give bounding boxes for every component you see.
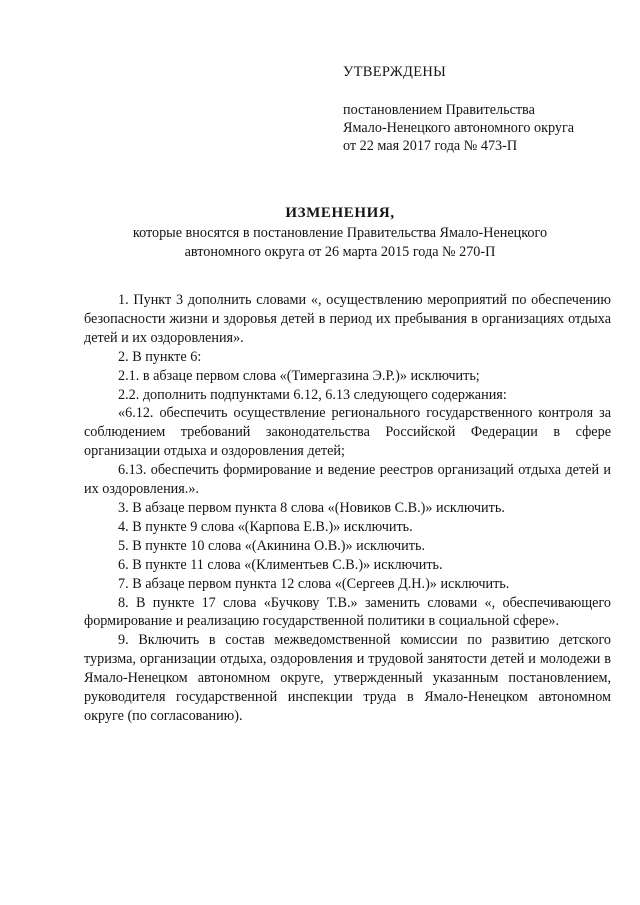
paragraph-2-2: 2.2. дополнить подпунктами 6.12, 6.13 следующего содержания:	[118, 386, 507, 403]
paragraph-5: 5. В пункте 10 слова «(Акинина О.В.)» исключить.	[118, 537, 425, 554]
paragraph-1: 1. Пункт 3 дополнить словами «, осуществлению мероприятий по обеспечению безопасности жизни и здоровья детей в период их пребывания в организациях отдыха детей и их оздоровления».	[84, 292, 611, 346]
paragraph-6: 6. В пункте 11 слова «(Климентьев С.В.)» исключить.	[118, 556, 443, 573]
approval-stamp	[343, 63, 628, 155]
approval-line-3: от 22 мая 2017 года № 473-П	[343, 138, 518, 154]
document-title: ИЗМЕНЕНИЯ,	[285, 205, 395, 221]
document-heading	[60, 203, 620, 262]
document-subtitle-line-2: автономного округа от 26 марта 2015 года № 270-П	[184, 244, 496, 260]
paragraph-6-12: «6.12. обеспечить осуществление регионального государственного контроля за соблюдением требований законодательства Российской Федерации в сфере организации отдыха и оздоровления детей;	[84, 405, 611, 460]
paragraph-8: 8. В пункте 17 слова «Бучкову Т.В.» заменить словами «, обеспечивающего формирование и реализацию государственной политики в социальной сфере».	[84, 594, 611, 630]
document-body	[84, 291, 611, 726]
paragraph-9: 9. Включить в состав межведомственной комиссии по развитию детского туризма, организации отдыха, оздоровления и трудовой занятости детей и молодежи в Ямало-Ненецком автономном округе, утвержденный указанным постановлением, руководителя государственной инспекции труда в Ямало-Ненецком автономном округе (по согласованию).	[84, 632, 611, 724]
paragraph-7: 7. В абзаце первом пункта 12 слова «(Сергеев Д.Н.)» исключить.	[118, 575, 510, 592]
paragraph-2: 2. В пункте 6:	[118, 348, 202, 365]
document-subtitle-line-1: которые вносятся в постановление Правительства Ямало-Ненецкого	[132, 225, 548, 241]
paragraph-3: 3. В абзаце первом пункта 8 слова «(Новиков С.В.)» исключить.	[118, 499, 505, 516]
paragraph-2-1: 2.1. в абзаце первом слова «(Тимергазина Э.Р.)» исключить;	[118, 367, 480, 384]
paragraph-4: 4. В пункте 9 слова «(Карпова Е.В.)» исключить.	[118, 518, 413, 535]
approval-title: УТВЕРЖДЕНЫ	[343, 64, 447, 80]
paragraph-6-13: 6.13. обеспечить формирование и ведение реестров организаций отдыха детей и их оздоровления.».	[84, 462, 611, 498]
approval-line-1: постановлением Правительства	[343, 102, 535, 118]
approval-line-2: Ямало-Ненецкого автономного округа	[343, 120, 575, 136]
